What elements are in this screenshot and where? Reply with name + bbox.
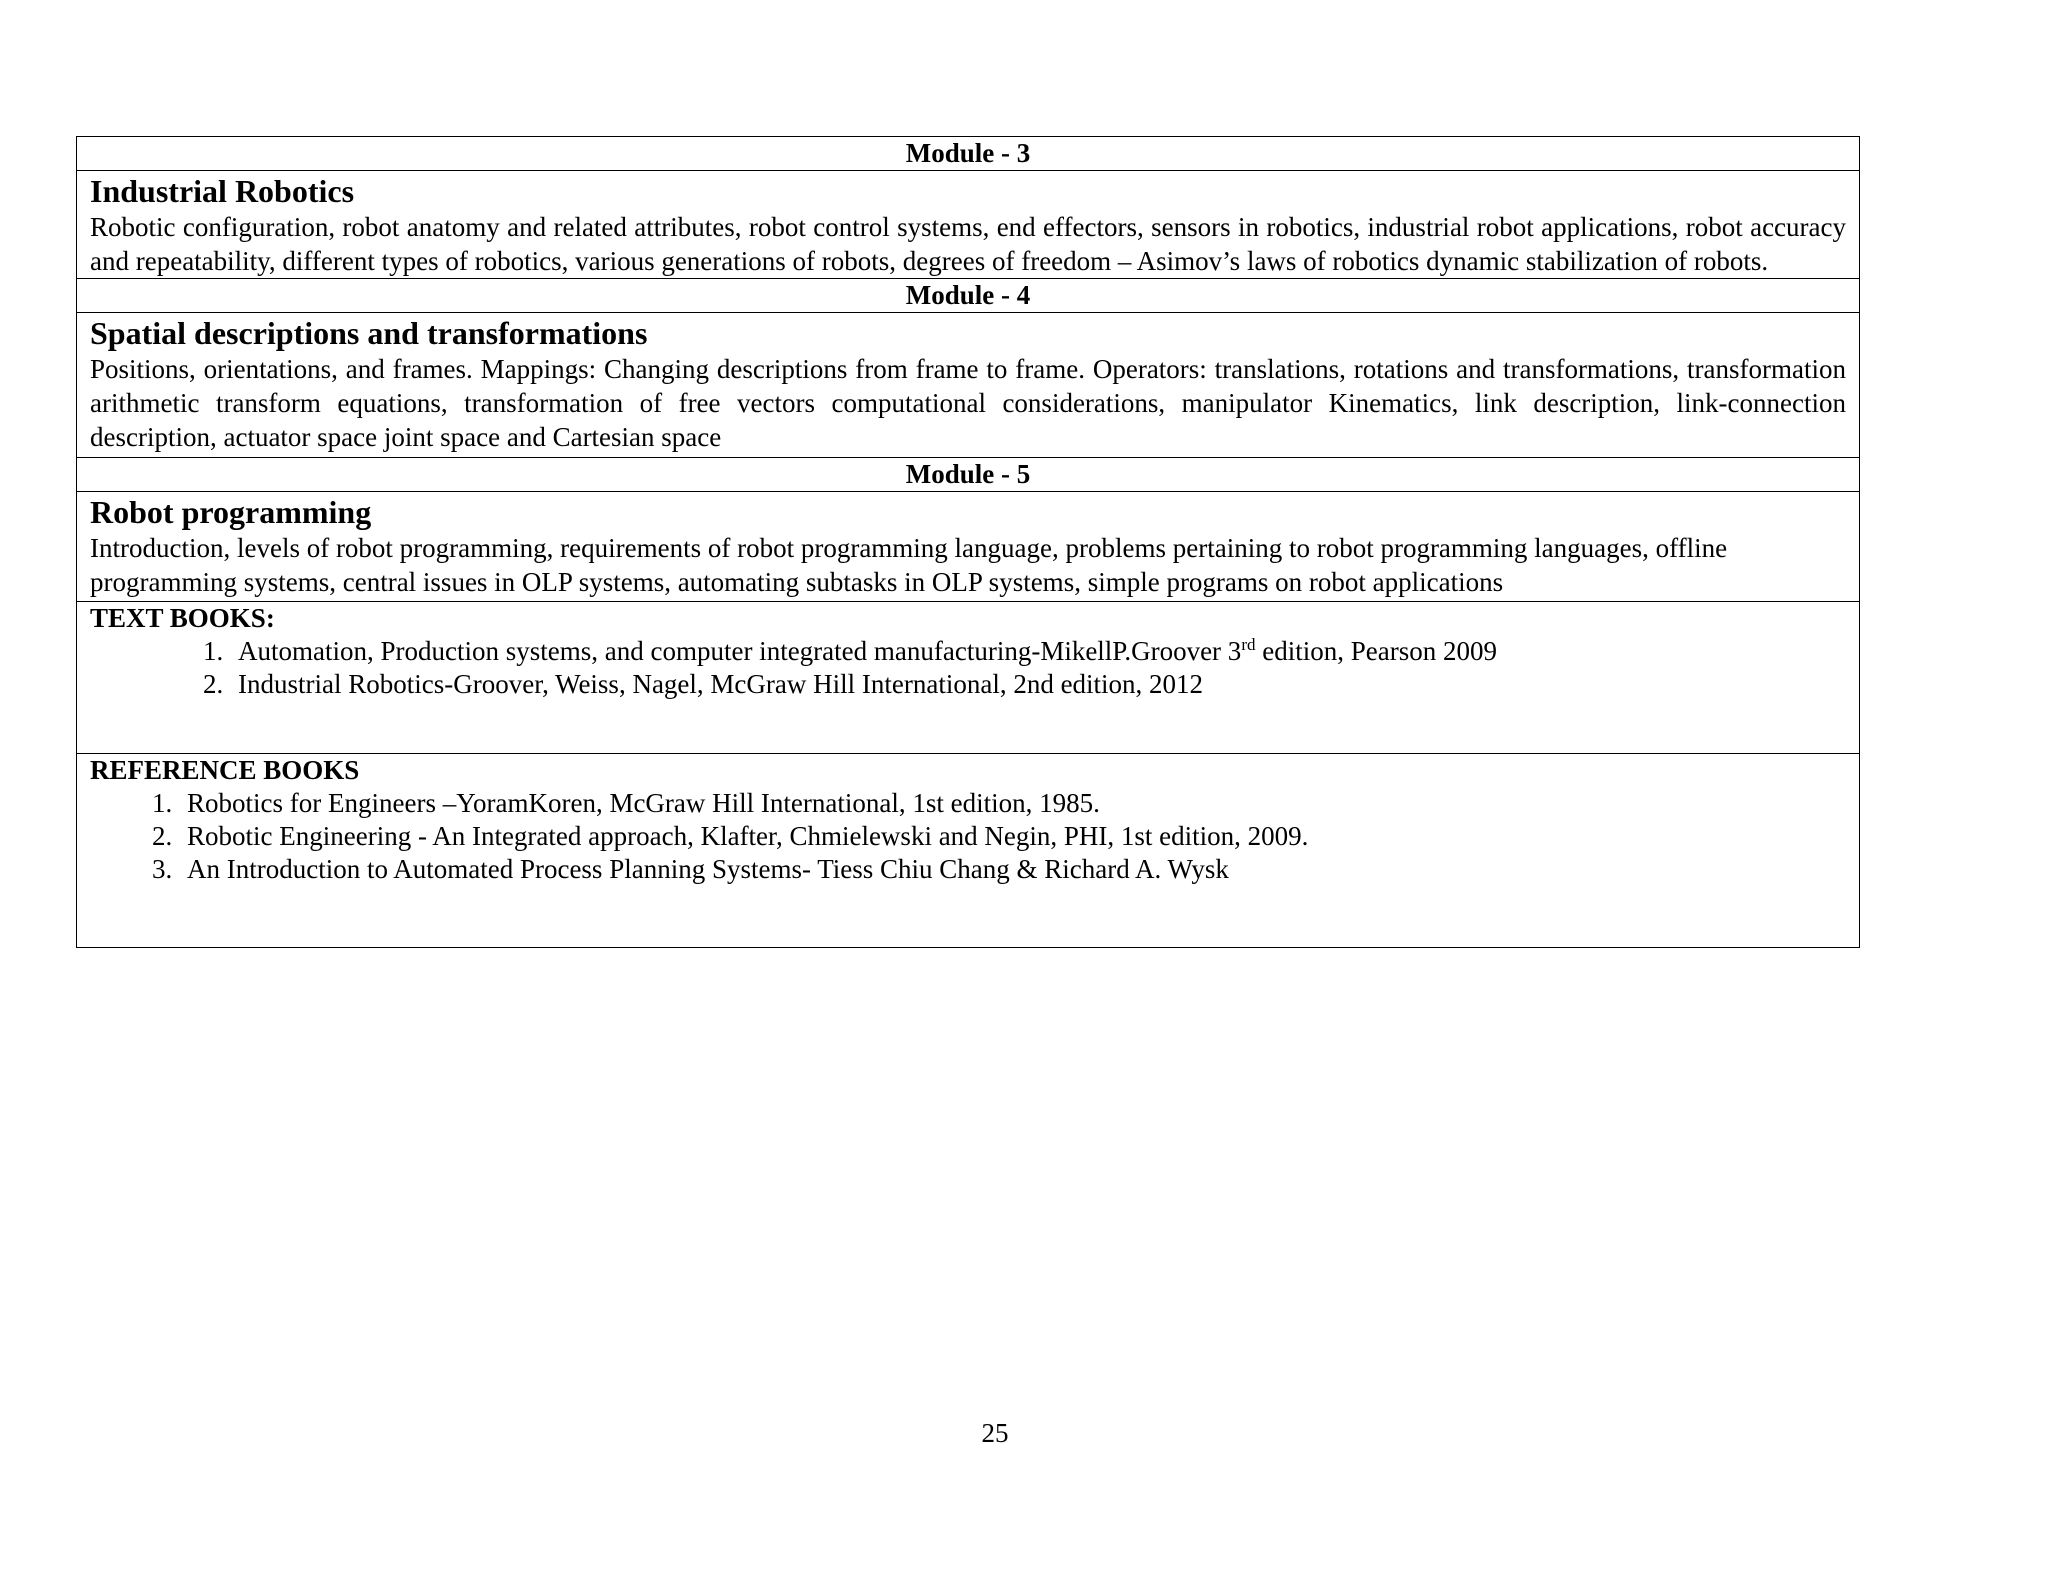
reference-book-item: 3. An Introduction to Automated Process Planning Systems- Tiess Chiu Chang & Richard A. Wysk — [179, 853, 1846, 886]
module-4-content-row — [77, 313, 1860, 458]
text-book-item-text: Automation, Production systems, and computer integrated manufacturing-MikellP.Groover 3 — [238, 636, 1242, 666]
syllabus-table — [76, 136, 1860, 948]
reference-books-list — [90, 787, 1846, 886]
module-5-body: Introduction, levels of robot programming, requirements of robot programming language, problems pertaining to robot programming languages, offline programming systems, central issues in OLP systems, automating subtasks in OLP systems, simple programs on robot applications — [90, 533, 1728, 597]
text-books-row — [77, 602, 1860, 754]
module-4-content — [77, 313, 1860, 458]
text-book-item-text-suffix: edition, Pearson 2009 — [1255, 636, 1497, 666]
module-3-content — [77, 171, 1860, 279]
module-5-header-row — [77, 458, 1860, 492]
text-books-list — [90, 635, 1846, 701]
module-4-header-row — [77, 279, 1860, 313]
text-books-heading: TEXT BOOKS: — [90, 603, 275, 633]
module-3-title: Industrial Robotics — [90, 173, 355, 209]
module-4-header: Module - 4 — [77, 279, 1860, 313]
module-3-header-row — [77, 137, 1860, 171]
reference-books-row — [77, 754, 1860, 948]
reference-books-heading: REFERENCE BOOKS — [90, 755, 360, 785]
reference-book-item: 1. Robotics for Engineers –YoramKoren, McGraw Hill International, 1st edition, 1985. — [179, 787, 1846, 820]
page-number: 25 — [981, 1418, 1009, 1448]
module-3-content-row — [77, 171, 1860, 279]
module-5-title: Robot programming — [90, 494, 372, 530]
reference-book-item: 2. Robotic Engineering - An Integrated approach, Klafter, Chmielewski and Negin, PHI, 1st edition, 2009. — [179, 820, 1846, 853]
module-5-content — [77, 492, 1860, 602]
text-books-cell — [77, 602, 1860, 754]
module-4-body: Positions, orientations, and frames. Mappings: Changing descriptions from frame to frame. Operators: translations, rotations and transformations, transformation arithmetic transform equations, transformation of free vectors computational considerations, manipulator Kinematics, link description, link-connection description, actuator space joint space and Cartesian space — [90, 354, 1846, 452]
module-3-header: Module - 3 — [77, 137, 1860, 171]
module-4-title: Spatial descriptions and transformations — [90, 315, 648, 351]
text-book-item-superscript: rd — [1241, 635, 1256, 654]
text-book-item — [230, 635, 1846, 668]
module-5-content-row — [77, 492, 1860, 602]
reference-books-cell — [77, 754, 1860, 948]
module-3-body: Robotic configuration, robot anatomy and related attributes, robot control systems, end effectors, sensors in robotics, industrial robot applications, robot accuracy and repeatability, different types of robotics, various generations of robots, degrees of freedom – Asimov’s laws of robotics dynamic stabilization of robots. — [90, 212, 1846, 276]
text-book-item: 2. Industrial Robotics-Groover, Weiss, Nagel, McGraw Hill International, 2nd edition, 2012 — [230, 668, 1846, 701]
module-5-header: Module - 5 — [77, 458, 1860, 492]
